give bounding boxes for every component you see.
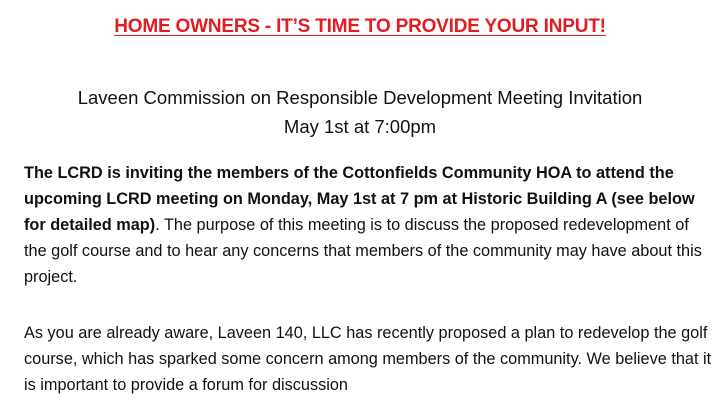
meeting-date-time: May 1st at 7:00pm [283,116,437,137]
invitation-body-text: . The purpose of this meeting is to discuss the proposed redevelopment of the golf course and to hear any concerns that members of the community may have about this project. [24,216,702,286]
invitation-paragraph [24,160,714,290]
headline: HOME OWNERS - IT’S TIME TO PROVIDE YOUR INPUT! [114,16,606,37]
background-paragraph: As you are already aware, Laveen 140, LLC has recently proposed a plan to redevelop the golf course, which has sparked some concern among members of the community. We believe that it is important to provide a forum for discussion [24,324,712,394]
invitation-bold-text: The LCRD is inviting the members of the Cottonfields Community HOA to attend the upcoming LCRD meeting on Monday, May 1st at 7 pm at Historic Building A (see below for detailed map) [24,164,695,234]
meeting-invitation-title: Laveen Commission on Responsible Development Meeting Invitation [77,87,643,108]
